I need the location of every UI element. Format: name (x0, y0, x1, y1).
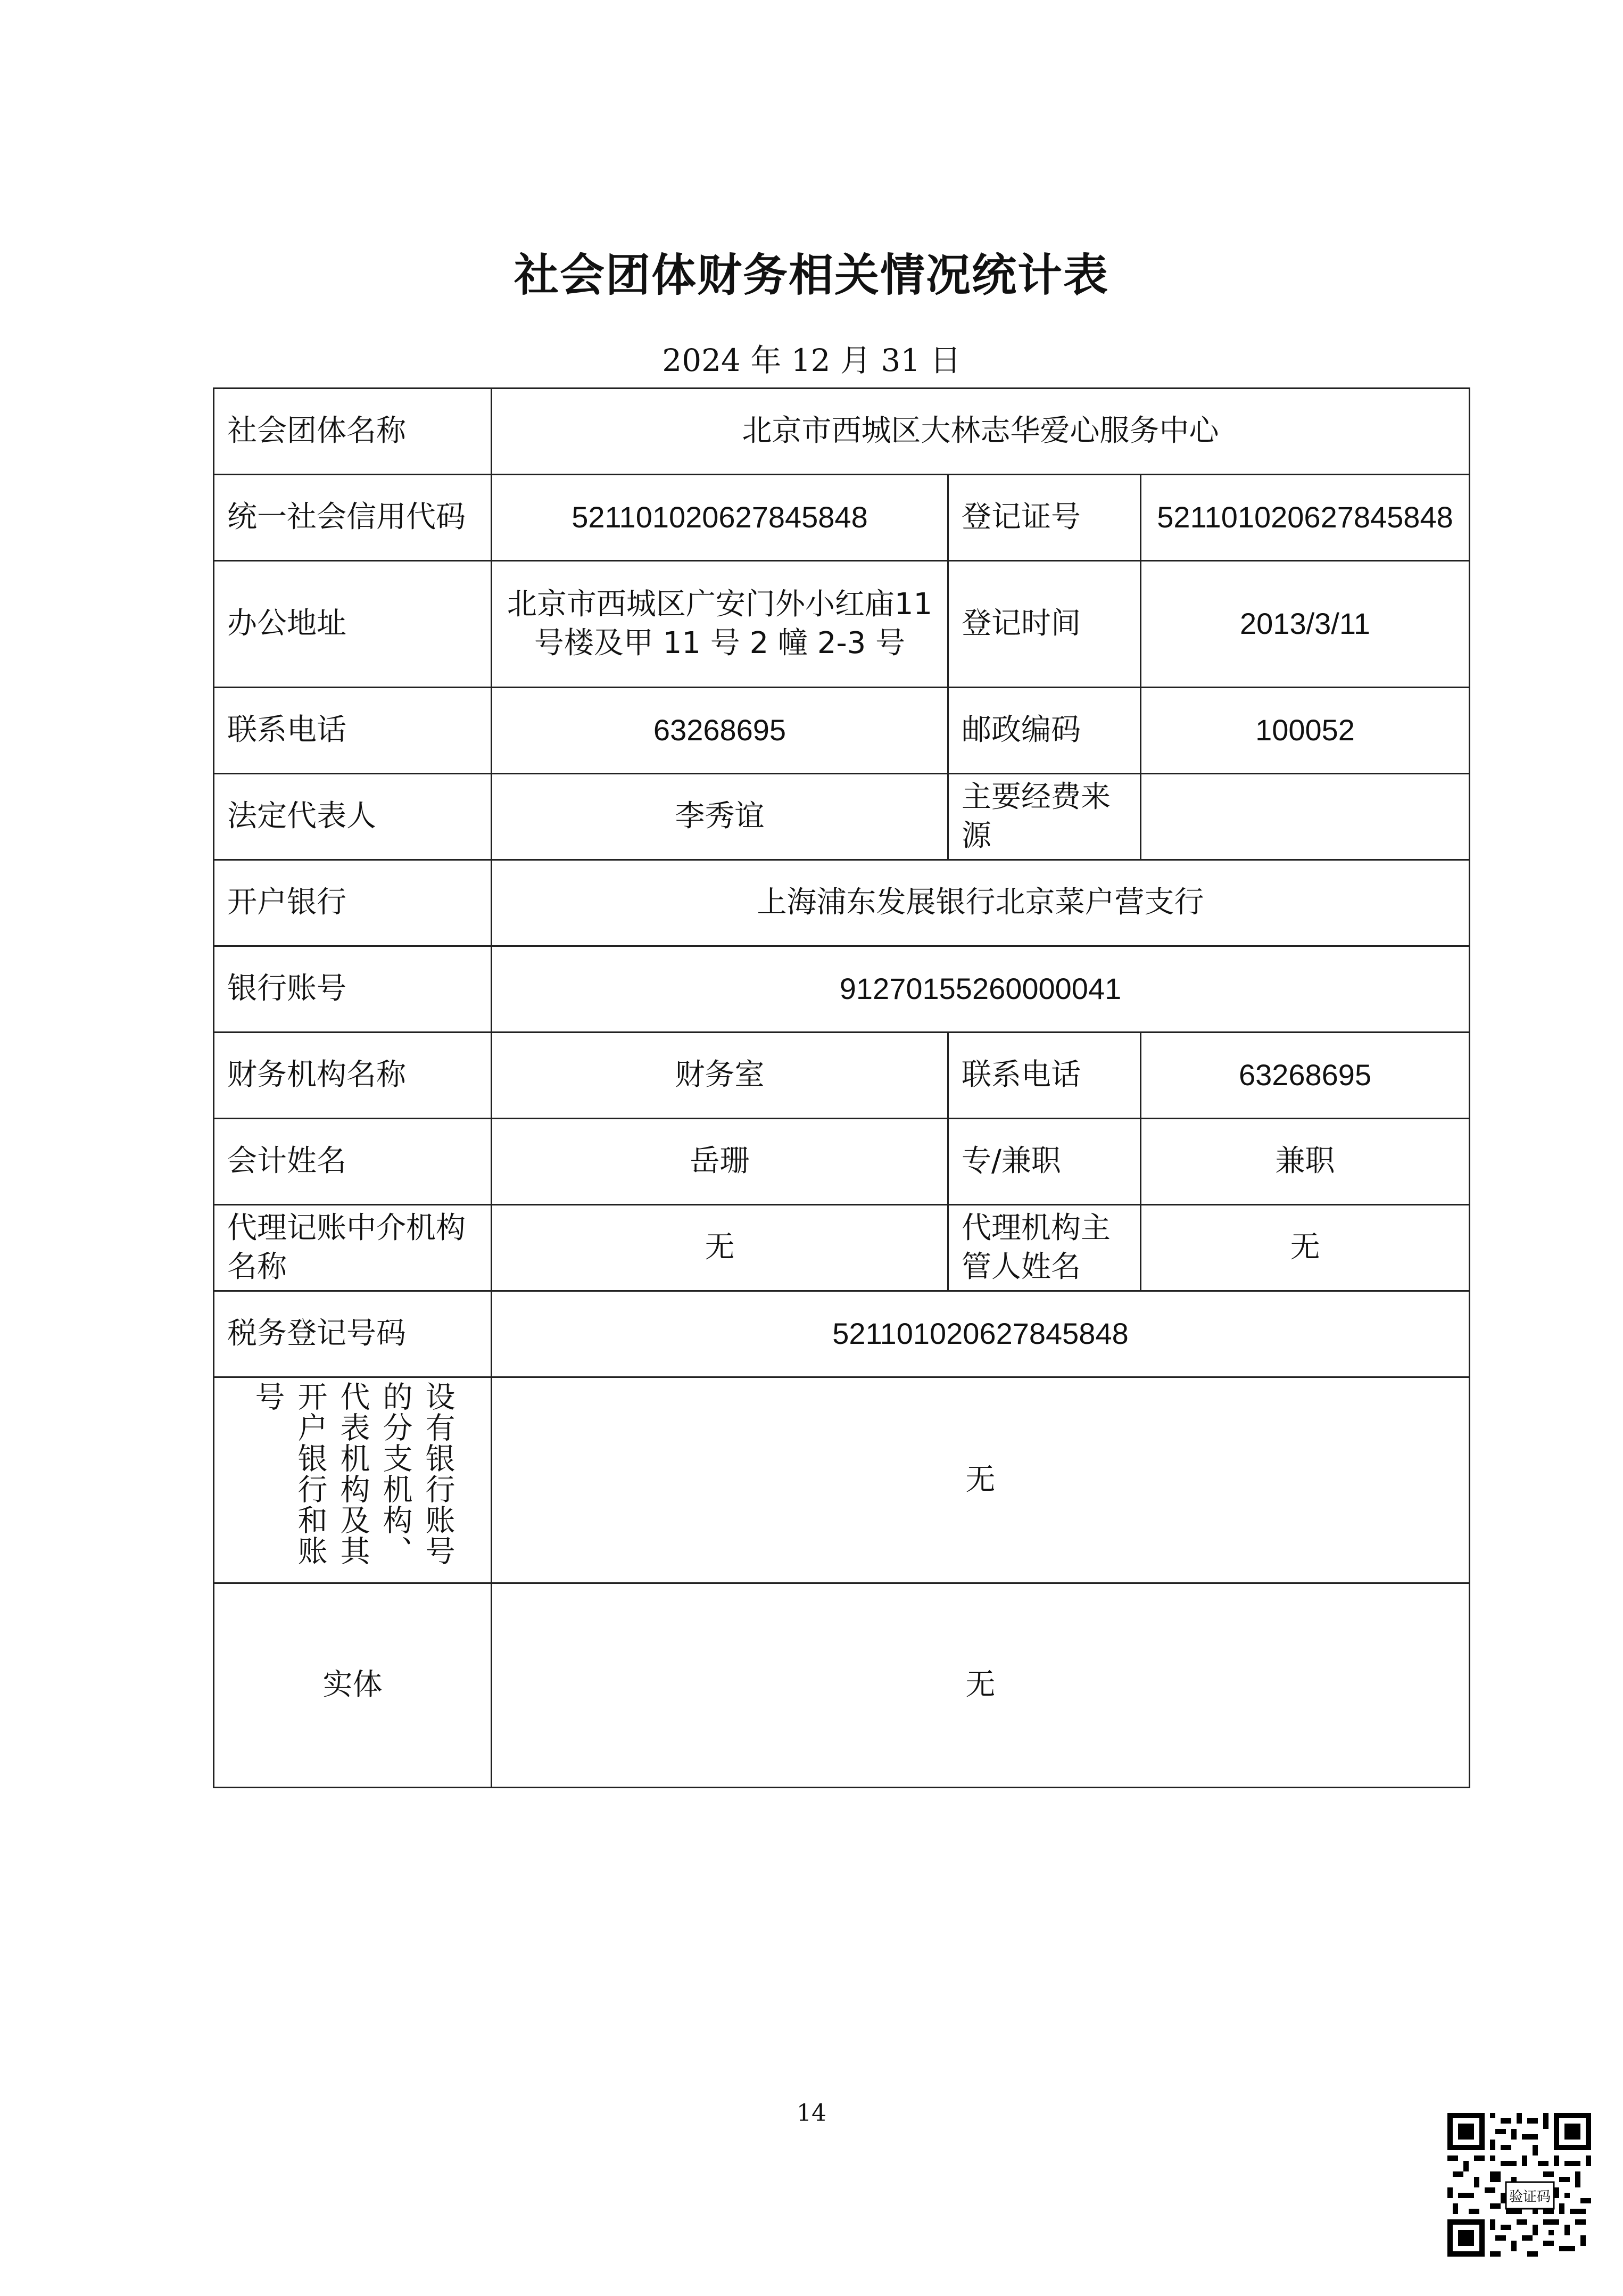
table-row (214, 688, 1470, 774)
bank-value: 上海浦东发展银行北京菜户营支行 (492, 860, 1470, 946)
table-row (214, 389, 1470, 475)
branches-label: 设有银行账号的分支机构、代表机构及其开户银行和账号 (250, 1381, 456, 1566)
finance-dept-value: 财务室 (492, 1033, 948, 1119)
tax-no-value: 521101020627845848 (492, 1291, 1470, 1377)
qr-finder-top-right (1554, 2113, 1591, 2150)
agency-label (214, 1205, 492, 1291)
phone-label: 联系电话 (214, 688, 492, 774)
reg-date-value: 2013/3/11 (1141, 561, 1470, 688)
agency-head-label (948, 1205, 1141, 1291)
report-date: 2024 年 12 月 31 日 (662, 342, 961, 378)
phone-value: 63268695 (492, 688, 948, 774)
agency-label-line-2: 名称 (227, 1249, 287, 1284)
account-value: 91270155260000041 (492, 946, 1470, 1033)
branches-value: 无 (492, 1377, 1470, 1583)
finance-table (213, 387, 1470, 1788)
branches-label-cell (214, 1377, 492, 1583)
table-row (214, 1033, 1470, 1119)
table-row (214, 860, 1470, 946)
reg-date-label: 登记时间 (948, 561, 1141, 688)
table-row (214, 1291, 1470, 1377)
credit-code-value: 521101020627845848 (492, 475, 948, 561)
legal-rep-value: 李秀谊 (492, 774, 948, 860)
funding-source-label (948, 774, 1141, 860)
address-line-1: 北京市西城区广安门外小红庙11 (507, 587, 933, 622)
finance-dept-label: 财务机构名称 (214, 1033, 492, 1119)
employment-label: 专/兼职 (948, 1119, 1141, 1205)
finance-phone-value: 63268695 (1141, 1033, 1470, 1119)
legal-rep-label: 法定代表人 (214, 774, 492, 860)
agency-head-value: 无 (1141, 1205, 1470, 1291)
funding-source-label-line-2: 源 (962, 818, 991, 853)
address-label: 办公地址 (214, 561, 492, 688)
account-label: 银行账号 (214, 946, 492, 1033)
reg-no-label: 登记证号 (948, 475, 1141, 561)
tax-no-label: 税务登记号码 (214, 1291, 492, 1377)
qr-center-text: 验证码 (1509, 2189, 1551, 2205)
table-row (214, 946, 1470, 1033)
agency-head-label-line-2: 管人姓名 (962, 1249, 1081, 1284)
reg-no-value: 521101020627845848 (1141, 475, 1470, 561)
table-row (214, 1377, 1470, 1583)
qr-finder-bottom-left (1447, 2219, 1485, 2257)
entity-label: 实体 (214, 1583, 492, 1788)
bank-label: 开户银行 (214, 860, 492, 946)
employment-value: 兼职 (1141, 1119, 1470, 1205)
address-line-2: 号楼及甲 11 号 2 幢 2-3 号 (534, 625, 906, 660)
qr-finder-top-left (1447, 2113, 1485, 2150)
table-row (214, 774, 1470, 860)
accountant-value: 岳珊 (492, 1119, 948, 1205)
address-value (492, 561, 948, 688)
table-row (214, 1205, 1470, 1291)
finance-phone-label: 联系电话 (948, 1033, 1141, 1119)
table-row (214, 475, 1470, 561)
postcode-value: 100052 (1141, 688, 1470, 774)
org-name-label: 社会团体名称 (214, 389, 492, 475)
page-title: 社会团体财务相关情况统计表 (514, 249, 1109, 301)
table-row (214, 561, 1470, 688)
qr-code (1447, 2113, 1591, 2257)
postcode-label: 邮政编码 (948, 688, 1141, 774)
table-row (214, 1119, 1470, 1205)
table-row (214, 1583, 1470, 1788)
entity-value: 无 (492, 1583, 1470, 1788)
org-name-value: 北京市西城区大林志华爱心服务中心 (492, 389, 1470, 475)
funding-source-label-line-1: 主要经费来 (962, 779, 1111, 814)
accountant-label: 会计姓名 (214, 1119, 492, 1205)
agency-value: 无 (492, 1205, 948, 1291)
page-number: 14 (797, 2100, 826, 2127)
agency-head-label-line-1: 代理机构主 (962, 1210, 1111, 1245)
credit-code-label: 统一社会信用代码 (214, 475, 492, 561)
funding-source-value (1141, 774, 1470, 860)
agency-label-line-1: 代理记账中介机构 (227, 1210, 466, 1245)
